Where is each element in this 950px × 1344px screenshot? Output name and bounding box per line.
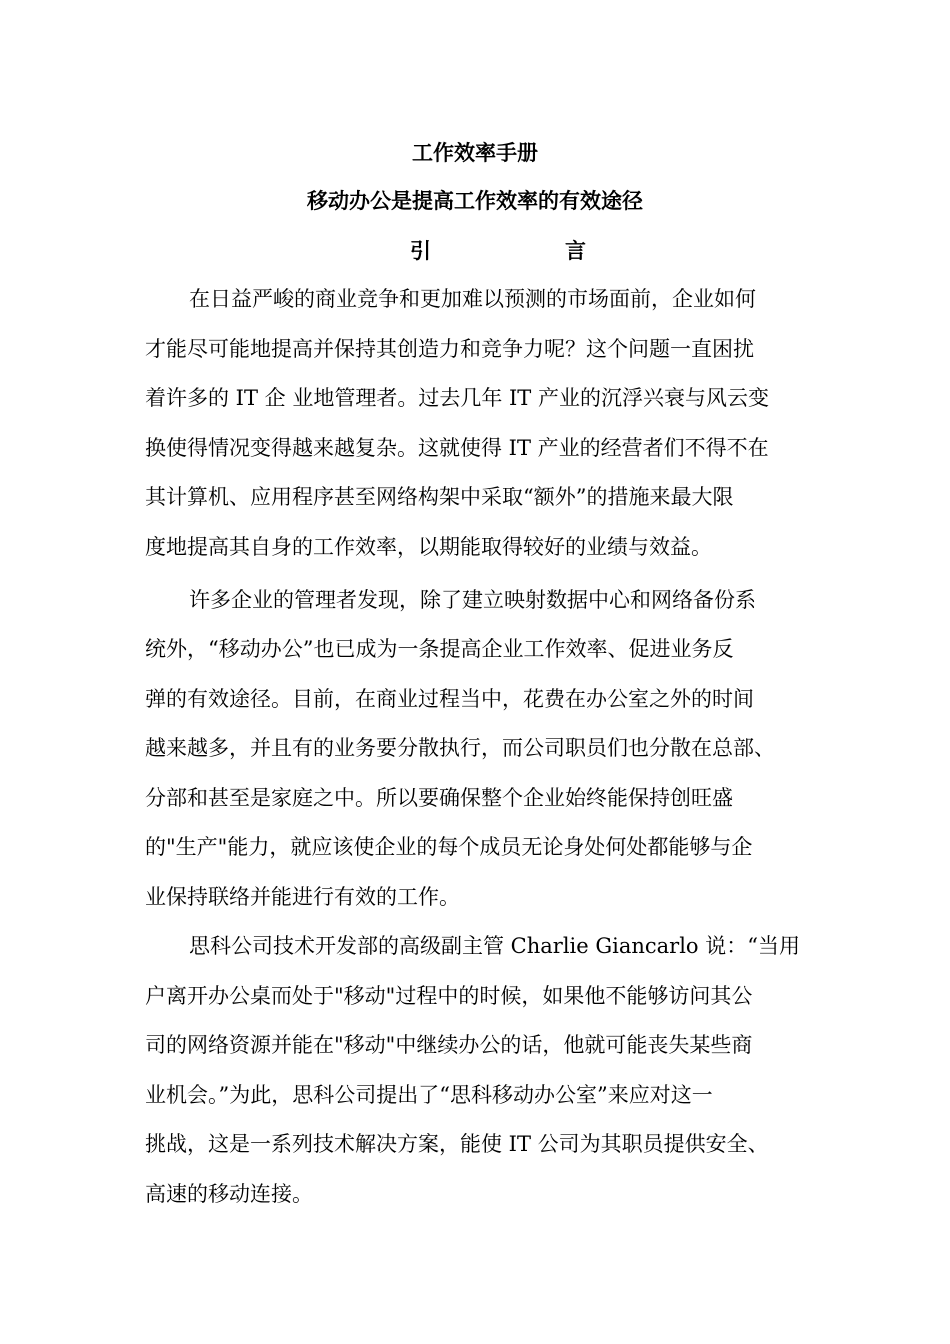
paragraph-1-line-1: 在日益严峻的商业竞争和更加难以预测的市场面前，企业如何	[189, 287, 756, 311]
paragraph-2-line-6: 的"生产"能力，就应该使企业的每个成员无论身处何处都能够与企	[145, 835, 753, 859]
paragraph-3-line-4: 业机会。”为此，思科公司提出了“思科移动办公室”来应对这一	[145, 1083, 713, 1107]
paragraph-1-line-5: 其计算机、应用程序甚至网络构架中采取“额外”的措施来最大限	[145, 485, 734, 509]
paragraph-3-line-6: 高速的移动连接。	[145, 1182, 313, 1206]
paragraph-1-line-4: 换使得情况变得越来越复杂。这就使得 IT 产业的经营者们不得不在	[145, 436, 769, 460]
paragraph-3-line-3: 司的网络资源并能在"移动"中继续办公的话，他就可能丧失某些商	[145, 1033, 753, 1057]
paragraph-2-line-5: 分部和甚至是家庭之中。所以要确保整个企业始终能保持创旺盛	[145, 786, 733, 810]
paragraph-3-line-5: 挑战，这是一系列技术解决方案，能使 IT 公司为其职员提供安全、	[145, 1132, 769, 1156]
paragraph-2-line-2: 统外，“移动办公”也已成为一条提高企业工作效率、促进业务反	[145, 637, 734, 661]
document-subtitle: 移动办公是提高工作效率的有效途径	[307, 188, 643, 213]
document-title: 工作效率手册	[412, 140, 538, 165]
paragraph-3-line-1: 思科公司技术开发部的高级副主管 Charlie Giancarlo 说：“当用	[189, 934, 800, 958]
paragraph-3-line-2: 户离开办公桌而处于"移动"过程中的时候，如果他不能够访问其公	[145, 984, 753, 1008]
paragraph-2-line-4: 越来越多，并且有的业务要分散执行，而公司职员们也分散在总部、	[145, 736, 775, 760]
intro-heading-char-1: 引	[410, 238, 431, 263]
paragraph-1-line-3: 着许多的 IT 企 业地管理者。过去几年 IT 产业的沉浮兴衰与风云变	[145, 386, 769, 410]
paragraph-1-line-2: 才能尽可能地提高并保持其创造力和竞争力呢？这个问题一直困扰	[145, 337, 754, 361]
paragraph-2-line-1: 许多企业的管理者发现，除了建立映射数据中心和网络备份系	[189, 588, 756, 612]
paragraph-1-line-6: 度地提高其自身的工作效率，以期能取得较好的业绩与效益。	[145, 535, 712, 559]
paragraph-2-line-3: 弹的有效途径。目前，在商业过程当中，花费在办公室之外的时间	[145, 687, 754, 711]
paragraph-2-line-7: 业保持联络并能进行有效的工作。	[145, 885, 460, 909]
intro-heading-char-2: 言	[565, 238, 586, 263]
